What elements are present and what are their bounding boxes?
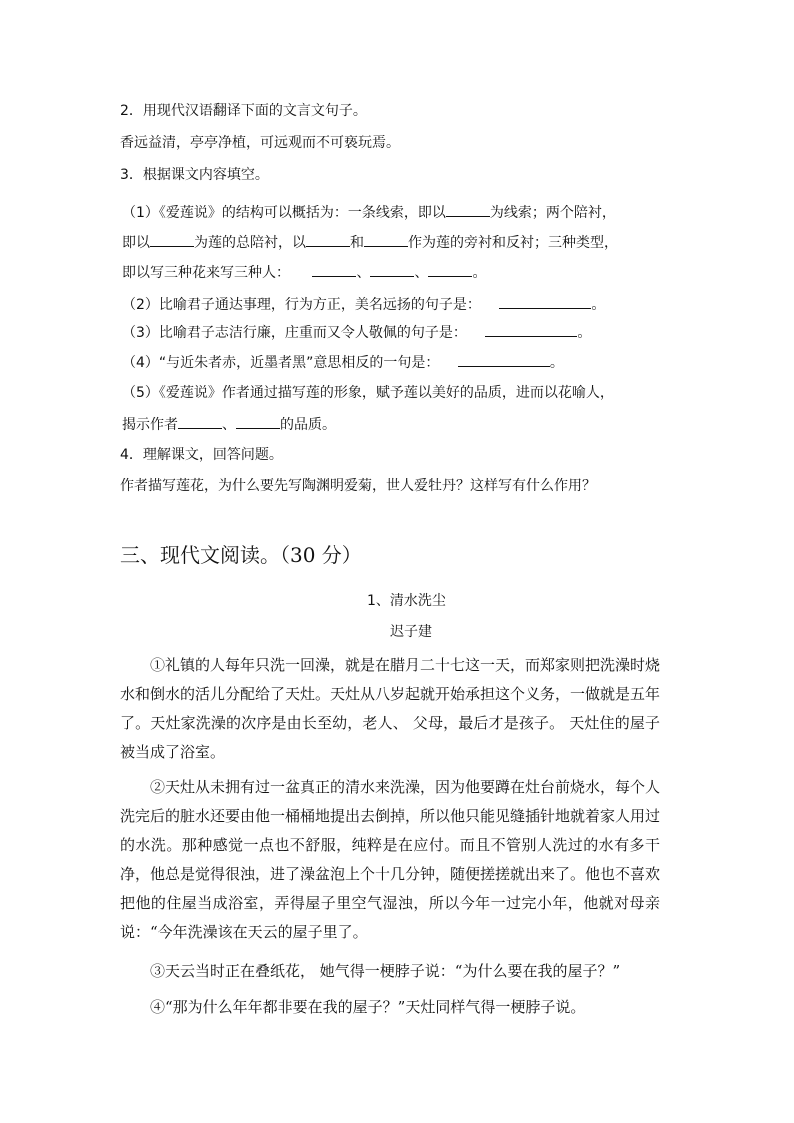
- article-paragraph-3: [120, 957, 620, 986]
- q3-item4-text: （4）“与近朱者赤，近墨者黑”意思相反的一句是：: [122, 355, 440, 371]
- article-paragraph-2: ②天灶从未拥有过一盆真正的清水来洗澡，因为他要蹲在灶台前烧水，每个人洗完后的脏水还要由他一桶桶地提出去倒掉，所以他只能见缝插针地就着家人用过的水洗。那种感觉一点也不舒服，纯粹是在应付。而且不管别人洗过的水有多干净，他总是觉得很浊，进了澡盆泡上个十几分钟，随便搓搓就出来了。他也不喜欢把他的住屋当成浴室，弄得屋子里空气湿浊，所以今年一过完小年，他就对母亲说：“今年洗澡该在天云的屋子里了。: [120, 778, 661, 941]
- q3-item1-text-d: 为莲的总陪衬，以: [194, 235, 306, 251]
- q3-item5-text-b: 的品质。: [280, 417, 336, 433]
- q3-item2-text: （2）比喻君子通达事理，行为方正，美名远扬的句子是：: [122, 297, 481, 313]
- q3-item1-text-e: 和: [350, 235, 364, 251]
- q3-item3-text: （3）比喻君子志洁行廉，庄重而又令人敬佩的句子是：: [122, 325, 467, 341]
- q3-item1-text-f: 作为莲的旁衬和反衬；三种类型，: [408, 235, 618, 251]
- separator: 、: [222, 417, 236, 433]
- q2-sentence: 香远益清，亭亭净植，可远观而不可亵玩焉。: [120, 135, 400, 151]
- q2-title: 2．用现代汉语翻译下面的文言文句子。: [120, 103, 367, 119]
- answer-blank[interactable]: [499, 293, 591, 309]
- answer-blank[interactable]: [178, 413, 222, 429]
- article-title: 1、清水洗尘: [367, 593, 446, 609]
- answer-blank[interactable]: [364, 231, 408, 247]
- article-paragraph-4: [120, 993, 585, 1022]
- q4-title: 4．理解课文，回答问题。: [120, 447, 283, 463]
- q3-item5-line1: （5）《爱莲说》作者通过描写莲的形象，赋予莲以美好的品质，进而以花喻人，: [122, 385, 614, 401]
- answer-blank[interactable]: [312, 261, 356, 277]
- separator: 、: [356, 265, 371, 281]
- q3-title: 3．根据课文内容填空。: [120, 167, 269, 183]
- period: 。: [472, 265, 487, 281]
- section-title: 三、现代文阅读。（30 分）: [120, 543, 362, 567]
- q3-item5-line2: [122, 413, 336, 435]
- article-paragraph-1: ①礼镇的人每年只洗一回澡，就是在腊月二十七这一天，而郑家则把洗澡时烧水和倒水的活儿分配给了天灶。天灶从八岁起就开始承担这个义务，一做就是五年了。天灶家洗澡的次序是由长至幼，老人、 父母，最后才是孩子。 天灶住的屋子被当成了浴室。: [120, 656, 661, 761]
- article-author: 迟子建: [390, 624, 432, 640]
- answer-blank[interactable]: [236, 413, 280, 429]
- q3-item1-text-c: 即以: [122, 235, 150, 251]
- q3-item5-text-a: 揭示作者: [122, 417, 178, 433]
- answer-blank[interactable]: [458, 351, 550, 367]
- paragraph-4-text: ④“那为什么年年都非要在我的屋子？”天灶同样气得一梗脖子说。: [150, 998, 586, 1016]
- answer-blank[interactable]: [370, 261, 414, 277]
- paragraph-3-text: ③天云当时正在叠纸花， 她气得一梗脖子说：“为什么要在我的屋子？”: [150, 962, 621, 980]
- q3-item1-text-a: （1）《爱莲说》的结构可以概括为：一条线索，即以: [122, 205, 446, 221]
- answer-blank[interactable]: [446, 201, 490, 217]
- period: 。: [549, 355, 564, 371]
- q3-item3: [122, 321, 591, 343]
- separator: 、: [414, 265, 429, 281]
- q3-item1-line1: [122, 201, 616, 223]
- q3-item1-line3: [122, 261, 486, 283]
- q4-question: 作者描写莲花，为什么要先写陶渊明爱菊，世人爱牡丹？这样写有什么作用？: [120, 478, 596, 494]
- period: 。: [591, 297, 606, 313]
- q3-item1-text-b: 为线索；两个陪衬，: [489, 205, 616, 221]
- period: 。: [577, 325, 592, 341]
- q3-item4: [122, 351, 564, 373]
- answer-blank[interactable]: [150, 231, 194, 247]
- answer-blank[interactable]: [306, 231, 350, 247]
- q3-item2: [122, 293, 605, 315]
- answer-blank[interactable]: [485, 321, 577, 337]
- q3-item1-text-g: 即以写三种花来写三种人：: [122, 265, 290, 281]
- answer-blank[interactable]: [428, 261, 472, 277]
- q3-item1-line2: [122, 231, 618, 253]
